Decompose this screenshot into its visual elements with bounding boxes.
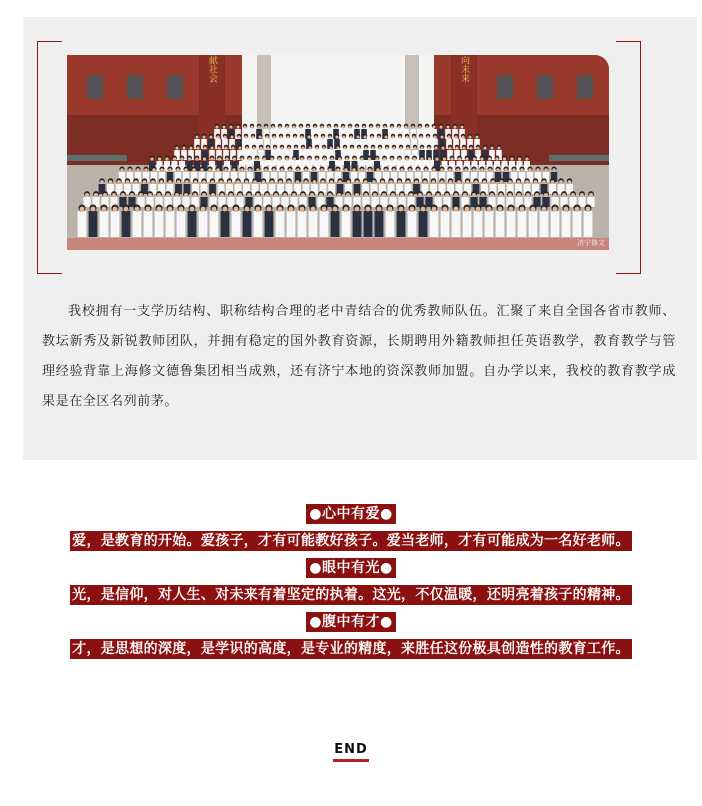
section-talent — [0, 611, 702, 632]
faculty-group-photo — [67, 55, 609, 250]
section-body: 才，是思想的深度，是学识的高度，是专业的精度，来胜任这份极具创造性的教育工作。 — [72, 641, 630, 657]
section-love — [0, 503, 702, 524]
intro-paragraph: 我校拥有一支学历结构、职称结构合理的老中青结合的优秀教师队伍。汇聚了来自全国各省市教师、教坛新秀及新锐教师团队，并拥有稳定的国外教育资源，长期聘用外籍教师担任英语教学，教育教学与管理经验背靠上海修文德鲁集团相当成熟，还有济宁本地的资深教师加盟。自办学以来，我校的教育教学成果是在全区名列前茅。 — [42, 304, 676, 409]
section-light-body — [0, 584, 702, 605]
section-heading: ●心中有爱● — [306, 504, 395, 524]
photo-frame-left-bracket — [37, 41, 62, 274]
section-talent-body — [0, 638, 702, 659]
banner-right-text: 向未来 — [459, 55, 469, 83]
end-marker — [0, 738, 702, 762]
section-heading: ●眼中有光● — [306, 558, 395, 578]
section-body: 光，是信仰，对人生、对未来有着坚定的执着。这光，不仅温暖，还明亮着孩子的精神。 — [72, 587, 630, 603]
banner-left-text: 献社会 — [207, 55, 217, 83]
section-heading: ●腹中有才● — [306, 612, 395, 632]
section-love-body — [0, 530, 702, 551]
end-label: END — [333, 742, 369, 762]
photo-watermark: 济宁修文 — [577, 239, 605, 247]
photo-frame-right-bracket — [616, 41, 641, 274]
section-light — [0, 557, 702, 578]
section-body: 爱，是教育的开始。爱孩子，才有可能教好孩子。爱当老师，才有可能成为一名好老师。 — [72, 533, 630, 549]
